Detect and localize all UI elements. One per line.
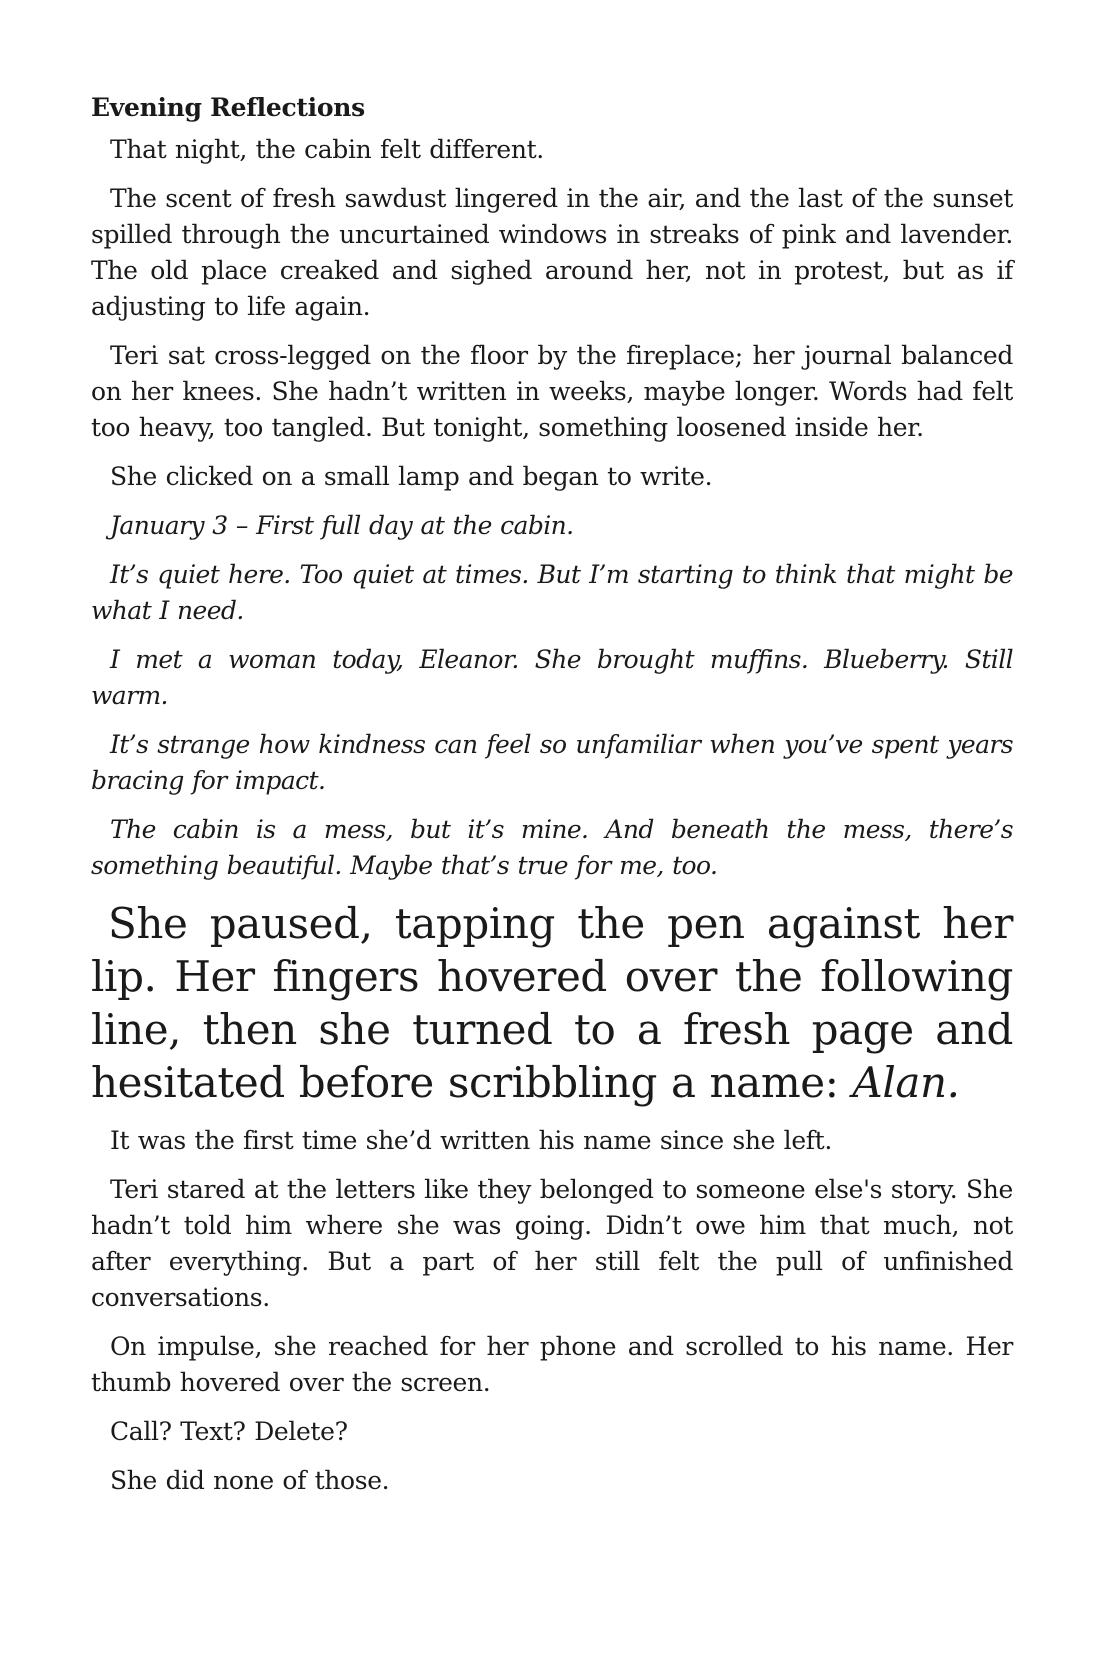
large-paragraph-text: She paused, tapping the pen against her lip. Her fingers hovered over the following line, then she turned to a fresh page and hesitated before scribbling a name: bbox=[91, 899, 1013, 1107]
name-emphasis: Alan. bbox=[852, 1058, 960, 1107]
paragraph: On impulse, she reached for her phone and scrolled to his name. Her thumb hovered over the screen. bbox=[91, 1332, 1013, 1397]
paragraph: She clicked on a small lamp and began to write. bbox=[110, 462, 713, 491]
journal-entry: I met a woman today, Eleanor. She brought muffins. Blueberry. Still warm. bbox=[91, 645, 1013, 710]
large-paragraph bbox=[91, 897, 1013, 1109]
journal-entry: It’s strange how kindness can feel so unfamiliar when you’ve spent years bracing for impact. bbox=[91, 730, 1013, 795]
paragraph: She did none of those. bbox=[110, 1466, 390, 1495]
page-content bbox=[91, 90, 1013, 1512]
paragraph: It was the first time she’d written his name since she left. bbox=[110, 1126, 832, 1155]
paragraph: Call? Text? Delete? bbox=[110, 1417, 348, 1446]
paragraph: Teri stared at the letters like they belonged to someone else's story. She hadn’t told him where she was going. Didn’t owe him that much, not after everything. But a part of her still felt the pull of unfinished conversations. bbox=[91, 1175, 1013, 1312]
paragraph: The scent of fresh sawdust lingered in the air, and the last of the sunset spilled through the uncurtained windows in streaks of pink and lavender. The old place creaked and sighed around her, not in protest, but as if adjusting to life again. bbox=[91, 184, 1013, 321]
journal-entry: It’s quiet here. Too quiet at times. But I’m starting to think that might be what I need. bbox=[91, 560, 1013, 625]
section-title: Evening Reflections bbox=[91, 93, 365, 122]
journal-entry: January 3 – First full day at the cabin. bbox=[110, 511, 574, 540]
paragraph: Teri sat cross-legged on the floor by the fireplace; her journal balanced on her knees. She hadn’t written in weeks, maybe longer. Words had felt too heavy, too tangled. But tonight, something loosened inside her. bbox=[91, 341, 1013, 442]
paragraph: That night, the cabin felt different. bbox=[110, 135, 544, 164]
journal-entry: The cabin is a mess, but it’s mine. And beneath the mess, there’s something beautiful. Maybe that’s true for me, too. bbox=[91, 815, 1013, 880]
